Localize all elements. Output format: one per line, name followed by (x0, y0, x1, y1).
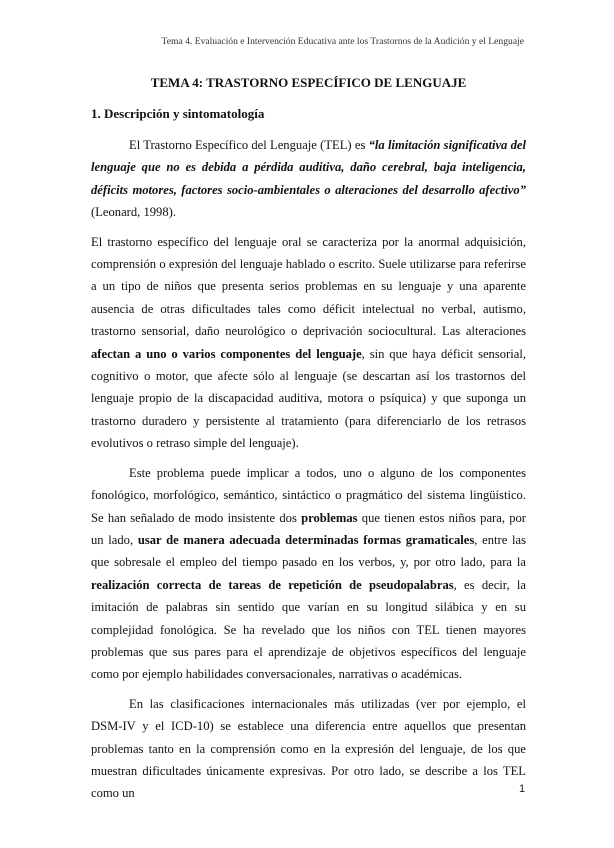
paragraph-3 (91, 462, 526, 686)
page-number: 1 (519, 783, 526, 795)
running-header: Tema 4. Evaluación e Intervención Educativa ante los Trastornos de la Audición y el Lenguaje (161, 36, 524, 47)
paragraph-3-text-c: , entre las que sobresale el empleo del tiempo pasado en los verbos, y, por otro lado, para la (91, 532, 526, 570)
paragraph-3-text-d: , es decir, la imitación de palabras sin sentido que varían en su longitud silábica y en su complejidad fonológica. Se ha revelado que los niños con TEL tienen mayores problemas que sus pares para el aprendizaje de objetivos específicos del lenguaje como por ejemplo habilidades conversacionales, narrativas o académicas. (91, 577, 526, 682)
paragraph-4: En las clasificaciones internacionales más utilizadas (ver por ejemplo, el DSM-IV y el ICD-10) se establece una diferencia entre aquellos que presentan problemas tanto en la comprensión como en la expresión del lenguaje, de los que muestran dificultades únicamente expresivas. Por otro lado, se describe a los TEL como un (91, 696, 526, 801)
paragraph-2-text-b: , sin que haya déficit sensorial, cognitivo o motor, que afecte sólo al lenguaje (se descartan así los trastornos del lenguaje propio de la discapacidad auditiva, motora o psíquica) y que suponga un trastorno duradero y persistente al tratamiento (para diferenciarlo de los retrasos evolutivos o retraso simple del lenguaje). (91, 346, 526, 451)
paragraph-2-bold-a: afectan a uno o varios componentes del lenguaje (91, 346, 362, 361)
section-heading: 1. Descripción y sintomatología (91, 106, 265, 121)
paragraph-1 (91, 134, 526, 224)
definition-quote: “la limitación significativa del lenguaje que no es debida a pérdida auditiva, daño cerebral, baja inteligencia, déficits motores, factores socio-ambientales o alteraciones del desarrollo afectivo” (91, 138, 526, 197)
paragraph-2-text-a: El trastorno específico del lenguaje oral se caracteriza por la anormal adquisición, comprensión o expresión del lenguaje hablado o escrito. Suele utilizarse para referirse a un tipo de niños que presenta serios problemas en su lenguaje y una aparente ausencia de otras dificultades tales como déficit intelectual no verbal, autismo, trastorno sensorial, daño neurológico o deprivación sociocultural. Las alteraciones (91, 234, 526, 339)
document-body (91, 72, 526, 812)
paragraph-2 (91, 231, 526, 455)
paragraph-3-bold-c: realización correcta de tareas de repetición de pseudopalabras (91, 577, 454, 592)
paragraph-3-bold-a: problemas (301, 510, 358, 525)
paragraph-3-bold-b: usar de manera adecuada determinadas formas gramaticales (137, 532, 475, 547)
paragraph-3-text-a: Este problema puede implicar a todos, uno o alguno de los componentes fonológico, morfológico, semántico, sintáctico o pragmático del sistema lingüístico. Se han señalado de modo insistente dos (91, 465, 526, 525)
paragraph-1-text: El Trastorno Específico del Lenguaje (TEL) es (129, 138, 369, 152)
citation: (Leonard, 1998). (91, 205, 176, 220)
document-title: TEMA 4: TRASTORNO ESPECÍFICO DE LENGUAJE (150, 75, 467, 90)
paragraph-3-text-b: que tienen estos niños para, por un lado, (91, 510, 526, 547)
